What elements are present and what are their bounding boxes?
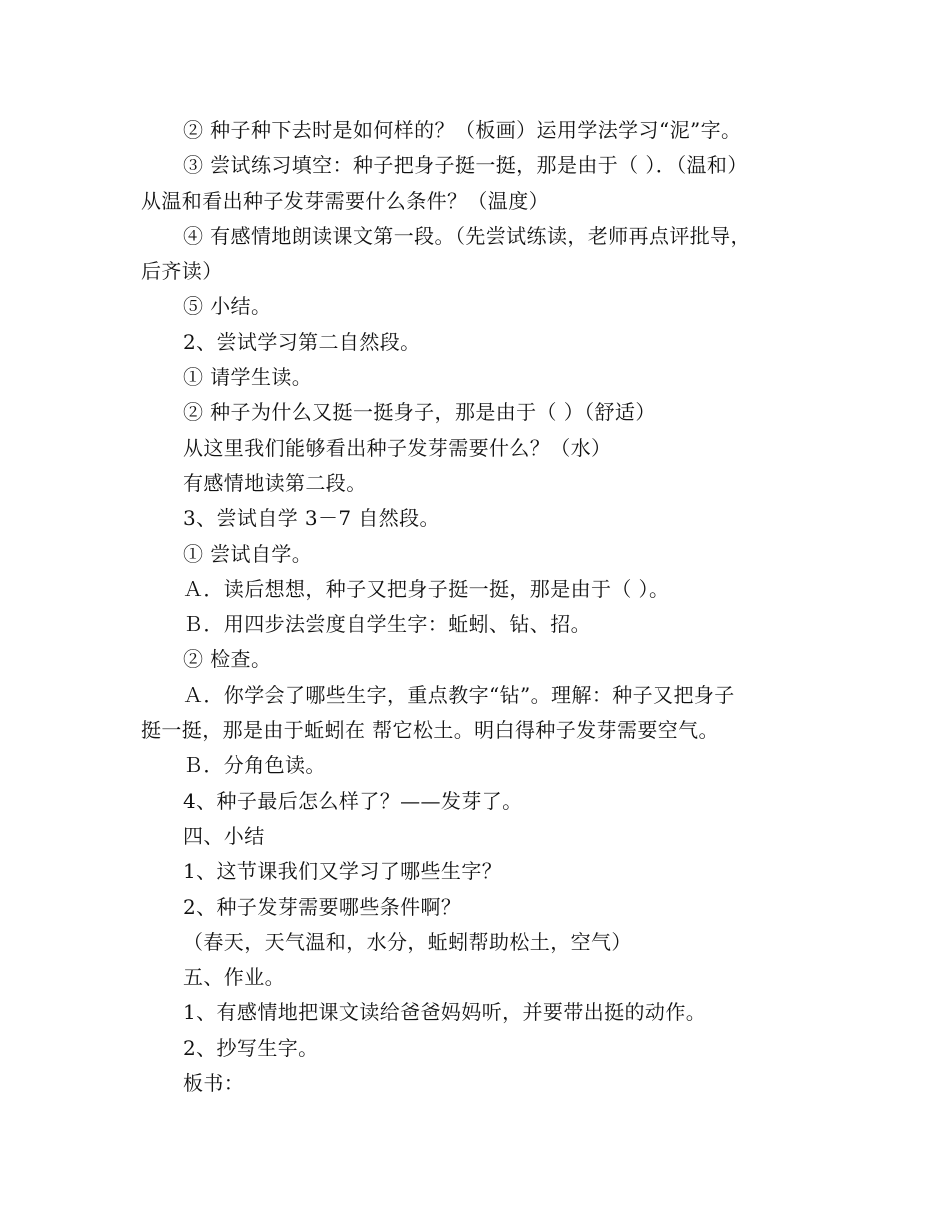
text-line: （春天，天气温和，水分，蚯蚓帮助松土，空气） xyxy=(183,929,632,954)
text-line: ② 种子为什么又挺一挺身子，那是由于（ ）（舒适） xyxy=(183,400,656,425)
text-line: 1、有感情地把课文读给爸爸妈妈听，并要带出挺的动作。 xyxy=(183,1000,707,1025)
text-line: Ｂ．用四步法尝度自学生字：蚯蚓、钻、招。 xyxy=(183,612,591,637)
text-line: 2、种子发芽需要哪些条件啊？ xyxy=(183,894,462,919)
text-line: 2、抄写生字。 xyxy=(183,1035,319,1060)
text-line: 板书： xyxy=(183,1071,245,1096)
text-line: ③ 尝试练习填空：种子把身子挺一挺，那是由于（ ）．（温和） xyxy=(183,153,748,178)
text-line: Ｂ．分角色读。 xyxy=(183,753,326,778)
text-line: 1、这节课我们又学习了哪些生字？ xyxy=(183,859,503,884)
text-line: 从温和看出种子发芽需要什么条件？（温度） xyxy=(141,188,549,213)
text-line: ① 尝试自学。 xyxy=(183,541,313,566)
text-line: 4、种子最后怎么样了？——发芽了。 xyxy=(183,788,523,813)
text-line: Ａ．你学会了哪些生字，重点教字“钻”。理解：种子又把身子 xyxy=(183,682,735,707)
document-body xyxy=(141,113,813,1101)
text-line: 从这里我们能够看出种子发芽需要什么？（水） xyxy=(183,435,612,460)
text-line: ⑤ 小结。 xyxy=(183,294,272,319)
text-line: ④ 有感情地朗读课文第一段。（先尝试练读，老师再点评批导， xyxy=(183,223,751,248)
text-line: 3、尝试自学 3－7 自然段。 xyxy=(183,506,440,531)
text-line: 后齐读） xyxy=(141,259,223,284)
text-line: ② 检查。 xyxy=(183,647,272,672)
section-heading: 四、小结 xyxy=(183,823,265,848)
text-line: 有感情地读第二段。 xyxy=(183,470,367,495)
text-line: ① 请学生读。 xyxy=(183,365,313,390)
text-line: 2、尝试学习第二自然段。 xyxy=(183,329,421,354)
text-line: Ａ．读后想想，种子又把身子挺一挺，那是由于（ ）。 xyxy=(183,576,670,601)
text-line: ② 种子种下去时是如何样的？（板画）运用学法学习“泥”字。 xyxy=(183,118,742,142)
text-line: 挺一挺，那是由于蚯蚓在 帮它松土。明白得种子发芽需要空气。 xyxy=(141,718,719,743)
section-heading: 五、作业。 xyxy=(183,965,285,990)
